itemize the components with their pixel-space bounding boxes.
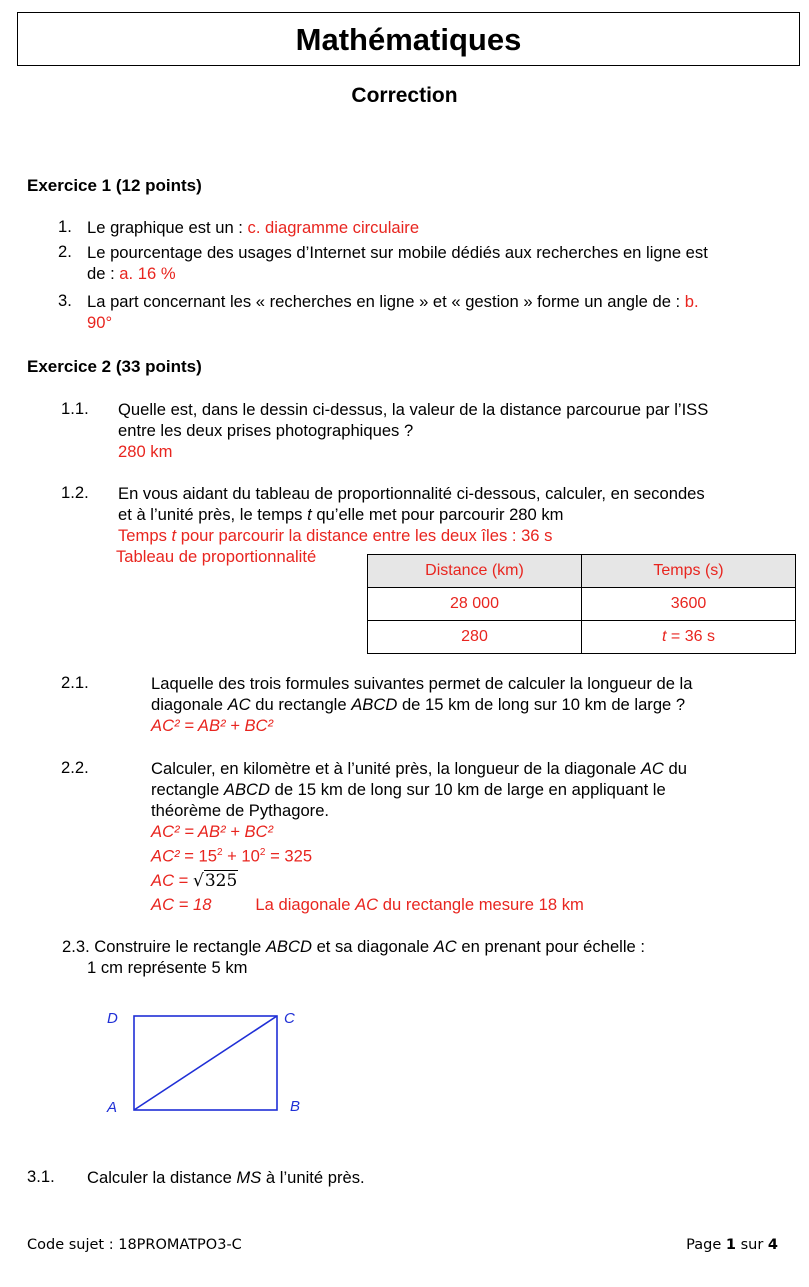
table-header-distance: Distance (km): [368, 555, 582, 588]
q23-line1-c: en prenant pour échelle :: [456, 937, 645, 956]
ex1-item-3-answer-a: b.: [684, 292, 699, 311]
q22-answer-2-sup1: 2: [216, 847, 223, 858]
q22: [151, 758, 801, 915]
exercise-2-heading: Exercice 2 (33 points): [27, 357, 202, 376]
page-subtitle: Correction: [351, 84, 458, 107]
ex1-item-3-text: La part concernant les « recherches en ligne » et « gestion » forme un angle de :: [87, 292, 685, 311]
q22-answer-5-ac: AC: [355, 894, 379, 914]
q22-line2-a: rectangle: [151, 780, 224, 799]
ex1-item-2-line1: Le pourcentage des usages d’Internet sur mobile dédiés aux recherches en ligne est: [87, 243, 708, 262]
table-cell: 28 000: [368, 588, 582, 621]
ex1-item-1-number: 1.: [58, 217, 72, 236]
exercise-1-heading: Exercice 1 (12 points): [27, 176, 202, 195]
label-a: A: [107, 1099, 118, 1116]
table-cell-t: t: [662, 628, 667, 645]
q22-answer-2-d: = 325: [265, 846, 313, 866]
page-title: Mathématiques: [17, 12, 800, 66]
table-cell: 3600: [582, 588, 796, 621]
ex1-item-1-text: Le graphique est un :: [87, 218, 248, 237]
footer-page-b: sur: [735, 1237, 768, 1253]
q22-answer-4: AC = 18: [151, 894, 212, 914]
q12-line2-b: qu’elle met pour parcourir 280 km: [311, 505, 564, 524]
footer-page-a: Page: [686, 1237, 726, 1253]
q22-line3: théorème de Pythagore.: [151, 801, 330, 820]
q31-text-b: à l’unité près.: [261, 1168, 365, 1187]
label-c: C: [284, 1010, 295, 1027]
q22-answer-2-b: = 15: [179, 846, 217, 866]
q21-line2-a: diagonale: [151, 695, 228, 714]
table-row: [368, 621, 796, 654]
ex1-item-2-line2: de :: [87, 264, 120, 283]
q11-line1: Quelle est, dans le dessin ci-dessus, la valeur de la distance parcourue par l’ISS: [118, 400, 709, 419]
table-header-time: Temps (s): [582, 555, 796, 588]
ex1-item-3-number: 3.: [58, 291, 72, 310]
ex1-item-3-answer-b: 90°: [87, 313, 113, 332]
q21-line2-ac: AC: [227, 695, 251, 714]
q22-line1-b: du: [663, 759, 687, 778]
q22-number: 2.2.: [61, 758, 89, 777]
q22-answer-1: AC² = AB² + BC²: [151, 822, 274, 841]
q12: [118, 483, 798, 546]
q31-text-a: Calculer la distance: [87, 1168, 237, 1187]
q21-answer: AC² = AB² + BC²: [151, 716, 274, 735]
q21: [151, 673, 801, 736]
q22-line1-ac: AC: [640, 759, 664, 778]
q21-number: 2.1.: [61, 673, 89, 692]
q22-answer-2-c: + 10: [222, 846, 260, 866]
sqrt-radicand: 325: [204, 870, 238, 891]
q23-line1-ac: AC: [433, 937, 457, 956]
q11: [118, 399, 798, 462]
ex1-item-2-answer: a. 16 %: [119, 264, 176, 283]
q31-number: 3.1.: [27, 1167, 55, 1186]
table-cell-rest: = 36 s: [666, 628, 715, 645]
q23: [62, 936, 797, 978]
q22-answer-2-a: AC²: [151, 846, 180, 866]
q22-answer-3-a: AC: [151, 870, 175, 890]
ex1-item-2-number: 2.: [58, 242, 72, 261]
proportionality-table: [367, 554, 796, 654]
table-row: [368, 588, 796, 621]
q22-answer-2-sup2: 2: [259, 847, 266, 858]
q22-answer-5-a: La diagonale: [255, 894, 356, 914]
footer-code: Code sujet : 18PROMATPO3-C: [27, 1237, 242, 1253]
q23-line1-b: et sa diagonale: [311, 937, 434, 956]
ex1-item-3: [87, 291, 802, 333]
table-header-row: [368, 555, 796, 588]
q22-answer-3-b: =: [174, 870, 193, 890]
rectangle-figure: [100, 1005, 310, 1120]
q12-answer-b: pour parcourir la distance entre les deux îles : 36 s: [176, 526, 553, 545]
ex1-item-1-answer: c. diagramme circulaire: [247, 218, 420, 237]
q11-answer: 280 km: [118, 442, 173, 461]
q12-line2-a: et à l’unité près, le temps: [118, 505, 308, 524]
q22-answer-5-b: du rectangle mesure 18 km: [378, 894, 584, 914]
q12-line1: En vous aidant du tableau de proportionnalité ci-dessous, calculer, en secondes: [118, 484, 705, 503]
q31: [87, 1167, 365, 1188]
q11-number: 1.1.: [61, 399, 89, 418]
diagonal-ac: [134, 1016, 277, 1110]
footer-page-number: 1: [725, 1237, 736, 1253]
q22-line1-a: Calculer, en kilomètre et à l’unité près, la longueur de la diagonale: [151, 759, 641, 778]
table-cell: 280: [368, 621, 582, 654]
footer-page-total: 4: [767, 1237, 778, 1253]
q22-line2-abcd: ABCD: [223, 780, 270, 799]
q11-line2: entre les deux prises photographiques ?: [118, 421, 414, 440]
q12-number: 1.2.: [61, 483, 89, 502]
table-cell: [582, 621, 796, 654]
ex1-item-2: [87, 242, 797, 284]
q21-line1: Laquelle des trois formules suivantes permet de calculer la longueur de la: [151, 674, 693, 693]
q31-text-ms: MS: [236, 1168, 262, 1187]
table-label: Tableau de proportionnalité: [116, 547, 317, 566]
q21-line2-b: du rectangle: [250, 695, 352, 714]
q22-line2-b: de 15 km de long sur 10 km de large en appliquant le: [269, 780, 666, 799]
q21-line2-abcd: ABCD: [351, 695, 398, 714]
label-b: B: [290, 1098, 301, 1115]
q23-line1-a: 2.3. Construire le rectangle: [62, 937, 266, 956]
ex1-item-1: [87, 217, 419, 238]
q12-line2-t: t: [307, 505, 312, 524]
q21-line2-c: de 15 km de long sur 10 km de large ?: [397, 695, 686, 714]
label-d: D: [107, 1010, 118, 1027]
q23-line1-abcd: ABCD: [265, 937, 312, 956]
footer-page: [686, 1237, 778, 1253]
q12-answer-t: t: [171, 526, 177, 545]
sqrt-symbol: √325: [192, 870, 238, 891]
q12-answer-a: Temps: [118, 526, 172, 545]
q23-line2: 1 cm représente 5 km: [87, 958, 248, 977]
